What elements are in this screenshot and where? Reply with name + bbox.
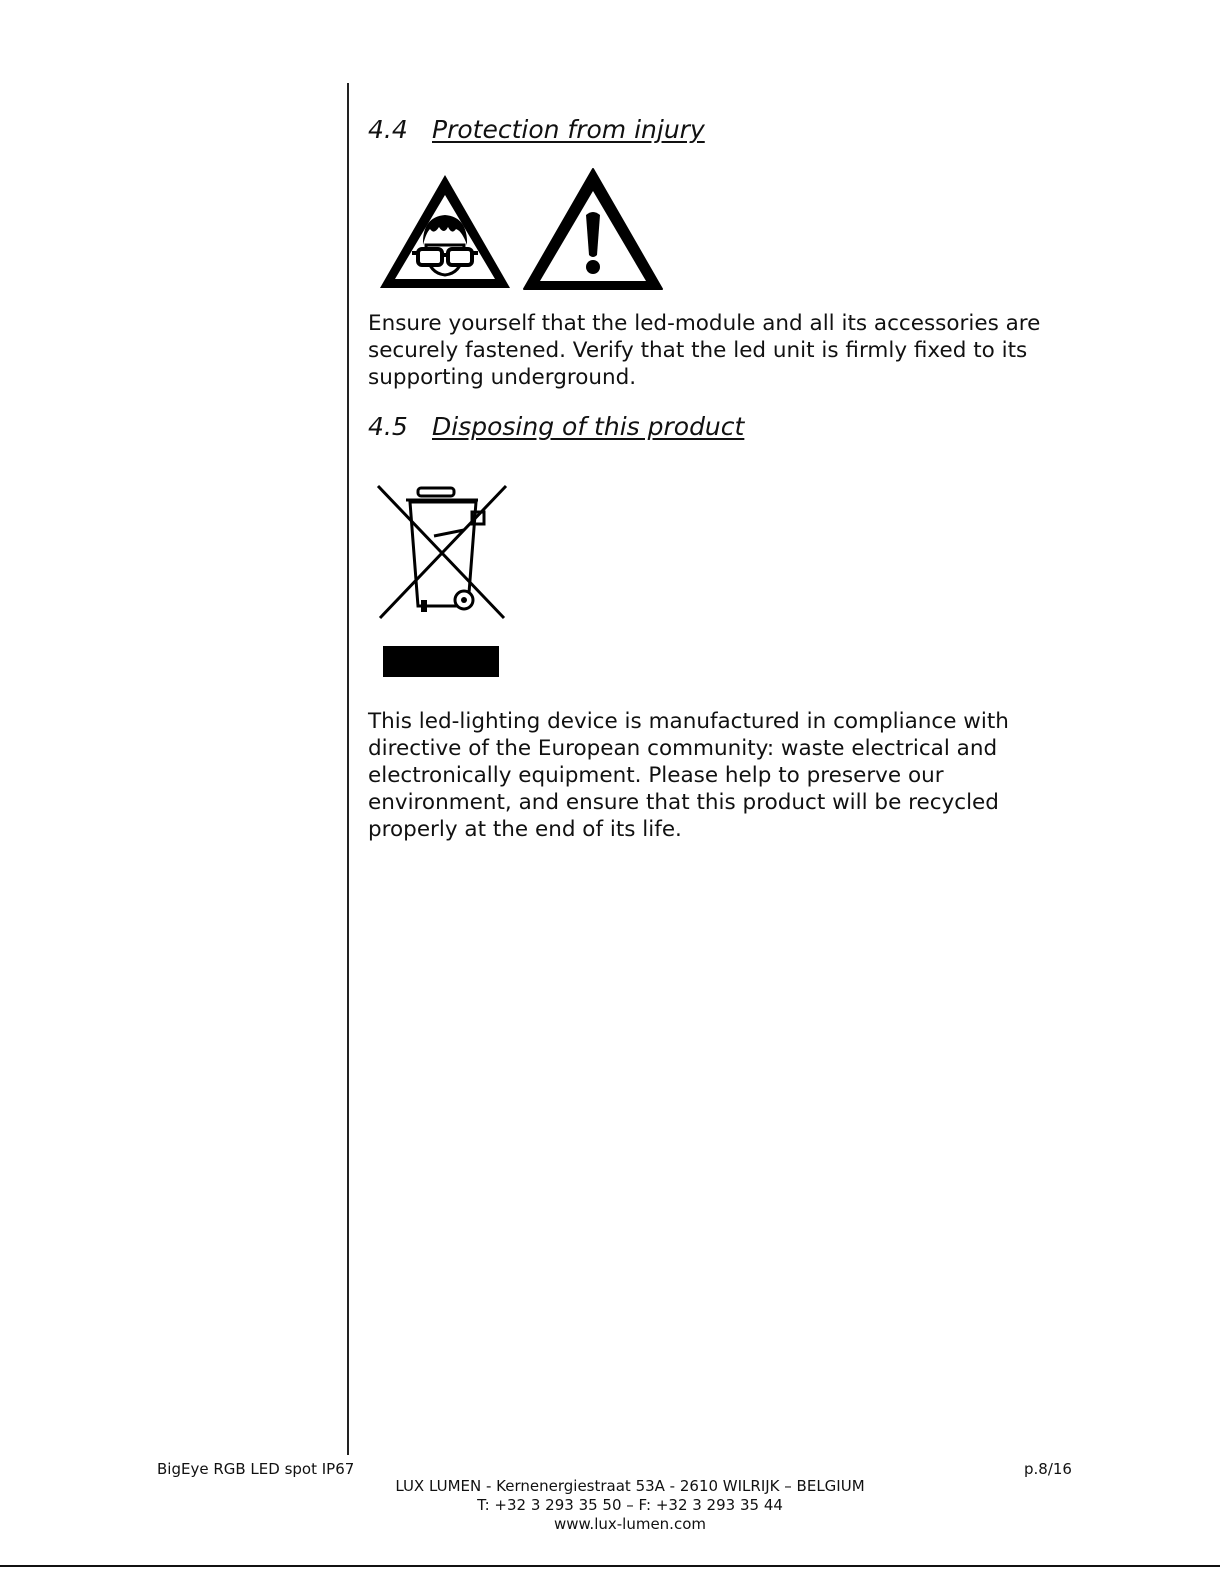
- footer-page-number: p.8/16: [1024, 1460, 1072, 1478]
- footer-address: LUX LUMEN - Kernenergiestraat 53A - 2610 WILRIJK – BELGIUM: [395, 1477, 865, 1495]
- footer-company-info: [330, 1477, 930, 1534]
- bottom-rule: [0, 1565, 1220, 1567]
- section-number: 4.4: [368, 115, 408, 144]
- margin-rule: [347, 83, 349, 1455]
- warning-signs: [378, 165, 668, 293]
- section-title: Protection from injury: [432, 115, 705, 144]
- section-number: 4.5: [368, 412, 408, 441]
- section-paragraph: Ensure yourself that the led-module and all its accessories are securely fastened. Verify that the led unit is firmly fixed to its supporting underground.: [368, 311, 1041, 390]
- footer-website[interactable]: www.lux-lumen.com: [554, 1515, 706, 1533]
- safety-goggles-warning-icon: [380, 175, 510, 288]
- section-heading-4-4: [368, 112, 705, 148]
- section-title: Disposing of this product: [432, 412, 745, 441]
- footer-product-name: BigEye RGB LED spot IP67: [157, 1460, 355, 1478]
- footer-phone: T: +32 3 293 35 50 – F: +32 3 293 35 44: [477, 1496, 783, 1514]
- crossed-out-wheelie-bin-icon: [372, 478, 512, 682]
- exclamation-warning-icon: [524, 169, 662, 289]
- section-heading-4-5: [368, 409, 744, 445]
- section-paragraph: This led-lighting device is manufactured in compliance with directive of the European community: waste electrical and electronically equipment. Please help to preserve our environment, and ensure that this product will be recycled properly at the end of its life.: [368, 709, 1009, 842]
